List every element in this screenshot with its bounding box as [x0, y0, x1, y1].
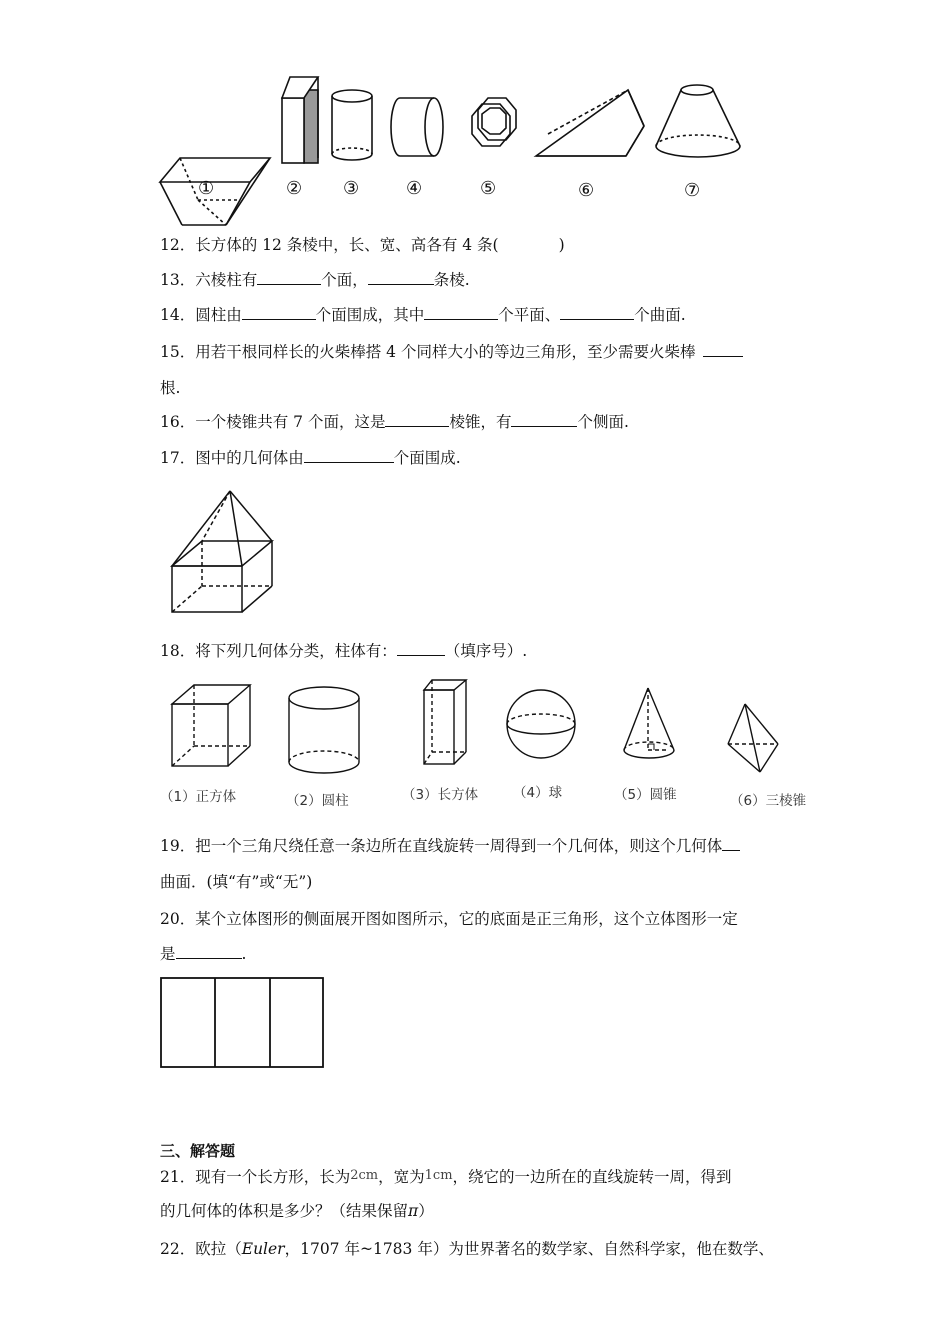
answer-blank[interactable]: [257, 270, 321, 285]
q18-triangular-pyramid: [728, 704, 778, 772]
question-14: 14．圆柱由 个面围成，其中 个平面、 个曲面.: [160, 306, 686, 324]
q18-label-6: （6）三棱锥: [730, 793, 807, 809]
answer-blank[interactable]: [368, 270, 434, 285]
q18-label-5: （5）圆锥: [614, 787, 677, 803]
question-19: 19．把一个三角尺绕任意一条边所在直线旋转一周得到一个几何体，则这个几何体: [160, 836, 740, 856]
fig-label-6: ⑥: [578, 180, 595, 201]
question-12: 12．长方体的 12 条棱中，长、宽、高各有 4 条( ): [160, 236, 565, 254]
solid-7-frustum-cone: [656, 85, 740, 157]
question-18: 18．将下列几何体分类，柱体有： （填序号）.: [160, 642, 528, 660]
q18-label-2: （2）圆柱: [286, 793, 349, 809]
section-heading: 三、解答题: [160, 1142, 236, 1160]
fig-label-3: ③: [343, 178, 360, 199]
solid-4-cylinder-horizontal: [391, 98, 443, 156]
solid-3-cylinder: [332, 90, 372, 160]
q18-cuboid: [424, 680, 466, 764]
question-17: 17．图中的几何体由 个面围成.: [160, 449, 461, 467]
answer-blank[interactable]: [560, 305, 634, 320]
question-22: 22．欧拉（Euler，1707 年~1783 年）为世界著名的数学家、自然科学家，他在数学、: [160, 1240, 774, 1258]
answer-blank[interactable]: [511, 412, 577, 427]
answer-blank[interactable]: [176, 944, 242, 959]
question-15: 15．用若干根同样长的火柴棒搭 4 个同样大小的等边三角形，至少需要火柴棒: [160, 342, 743, 362]
answer-blank[interactable]: [385, 412, 449, 427]
fig-label-1: ①: [198, 178, 215, 199]
q18-cone: [624, 688, 674, 758]
q17-figure: [165, 488, 295, 618]
question-21: 21．现有一个长方形，长为2cm，宽为1cm，绕它的一边所在的直线旋转一周，得到: [160, 1168, 732, 1186]
q18-cube: [172, 685, 250, 766]
question-20-cont: 是 .: [160, 945, 247, 963]
q18-label-3: （3）长方体: [402, 787, 479, 803]
solid-1-frustum: [160, 158, 270, 225]
answer-blank[interactable]: [242, 305, 316, 320]
solid-6-wedge: [536, 90, 644, 156]
answer-blank[interactable]: [703, 342, 743, 357]
q20-net-figure: [160, 976, 330, 1072]
q18-cylinder: [289, 687, 359, 773]
answer-blank[interactable]: [424, 305, 498, 320]
fig-label-5: ⑤: [480, 178, 497, 199]
answer-blank[interactable]: [304, 448, 394, 463]
question-19-cont: 曲面．(填“有”或“无”): [160, 873, 313, 891]
answer-blank[interactable]: [722, 836, 740, 851]
solids-figure-row: [0, 70, 950, 240]
question-20: 20．某个立体图形的侧面展开图如图所示，它的底面是正三角形，这个立体图形一定: [160, 910, 738, 928]
q18-label-4: （4）球: [513, 785, 563, 801]
q18-label-1: （1）正方体: [160, 789, 237, 805]
question-15-cont: 根.: [160, 379, 181, 397]
question-13: 13．六棱柱有 个面， 条棱.: [160, 271, 470, 289]
fig-label-4: ④: [406, 178, 423, 199]
fig-label-2: ②: [286, 178, 303, 199]
q18-sphere: [507, 690, 575, 758]
solid-2-prism: [282, 77, 318, 163]
answer-blank[interactable]: [397, 641, 445, 656]
fig-label-7: ⑦: [684, 180, 701, 201]
question-21-cont: 的几何体的体积是多少？（结果保留π）: [160, 1202, 434, 1220]
solid-5-octagonal-prism: [472, 98, 516, 146]
question-16: 16．一个棱锥共有 7 个面，这是 棱锥，有 个侧面.: [160, 413, 629, 431]
